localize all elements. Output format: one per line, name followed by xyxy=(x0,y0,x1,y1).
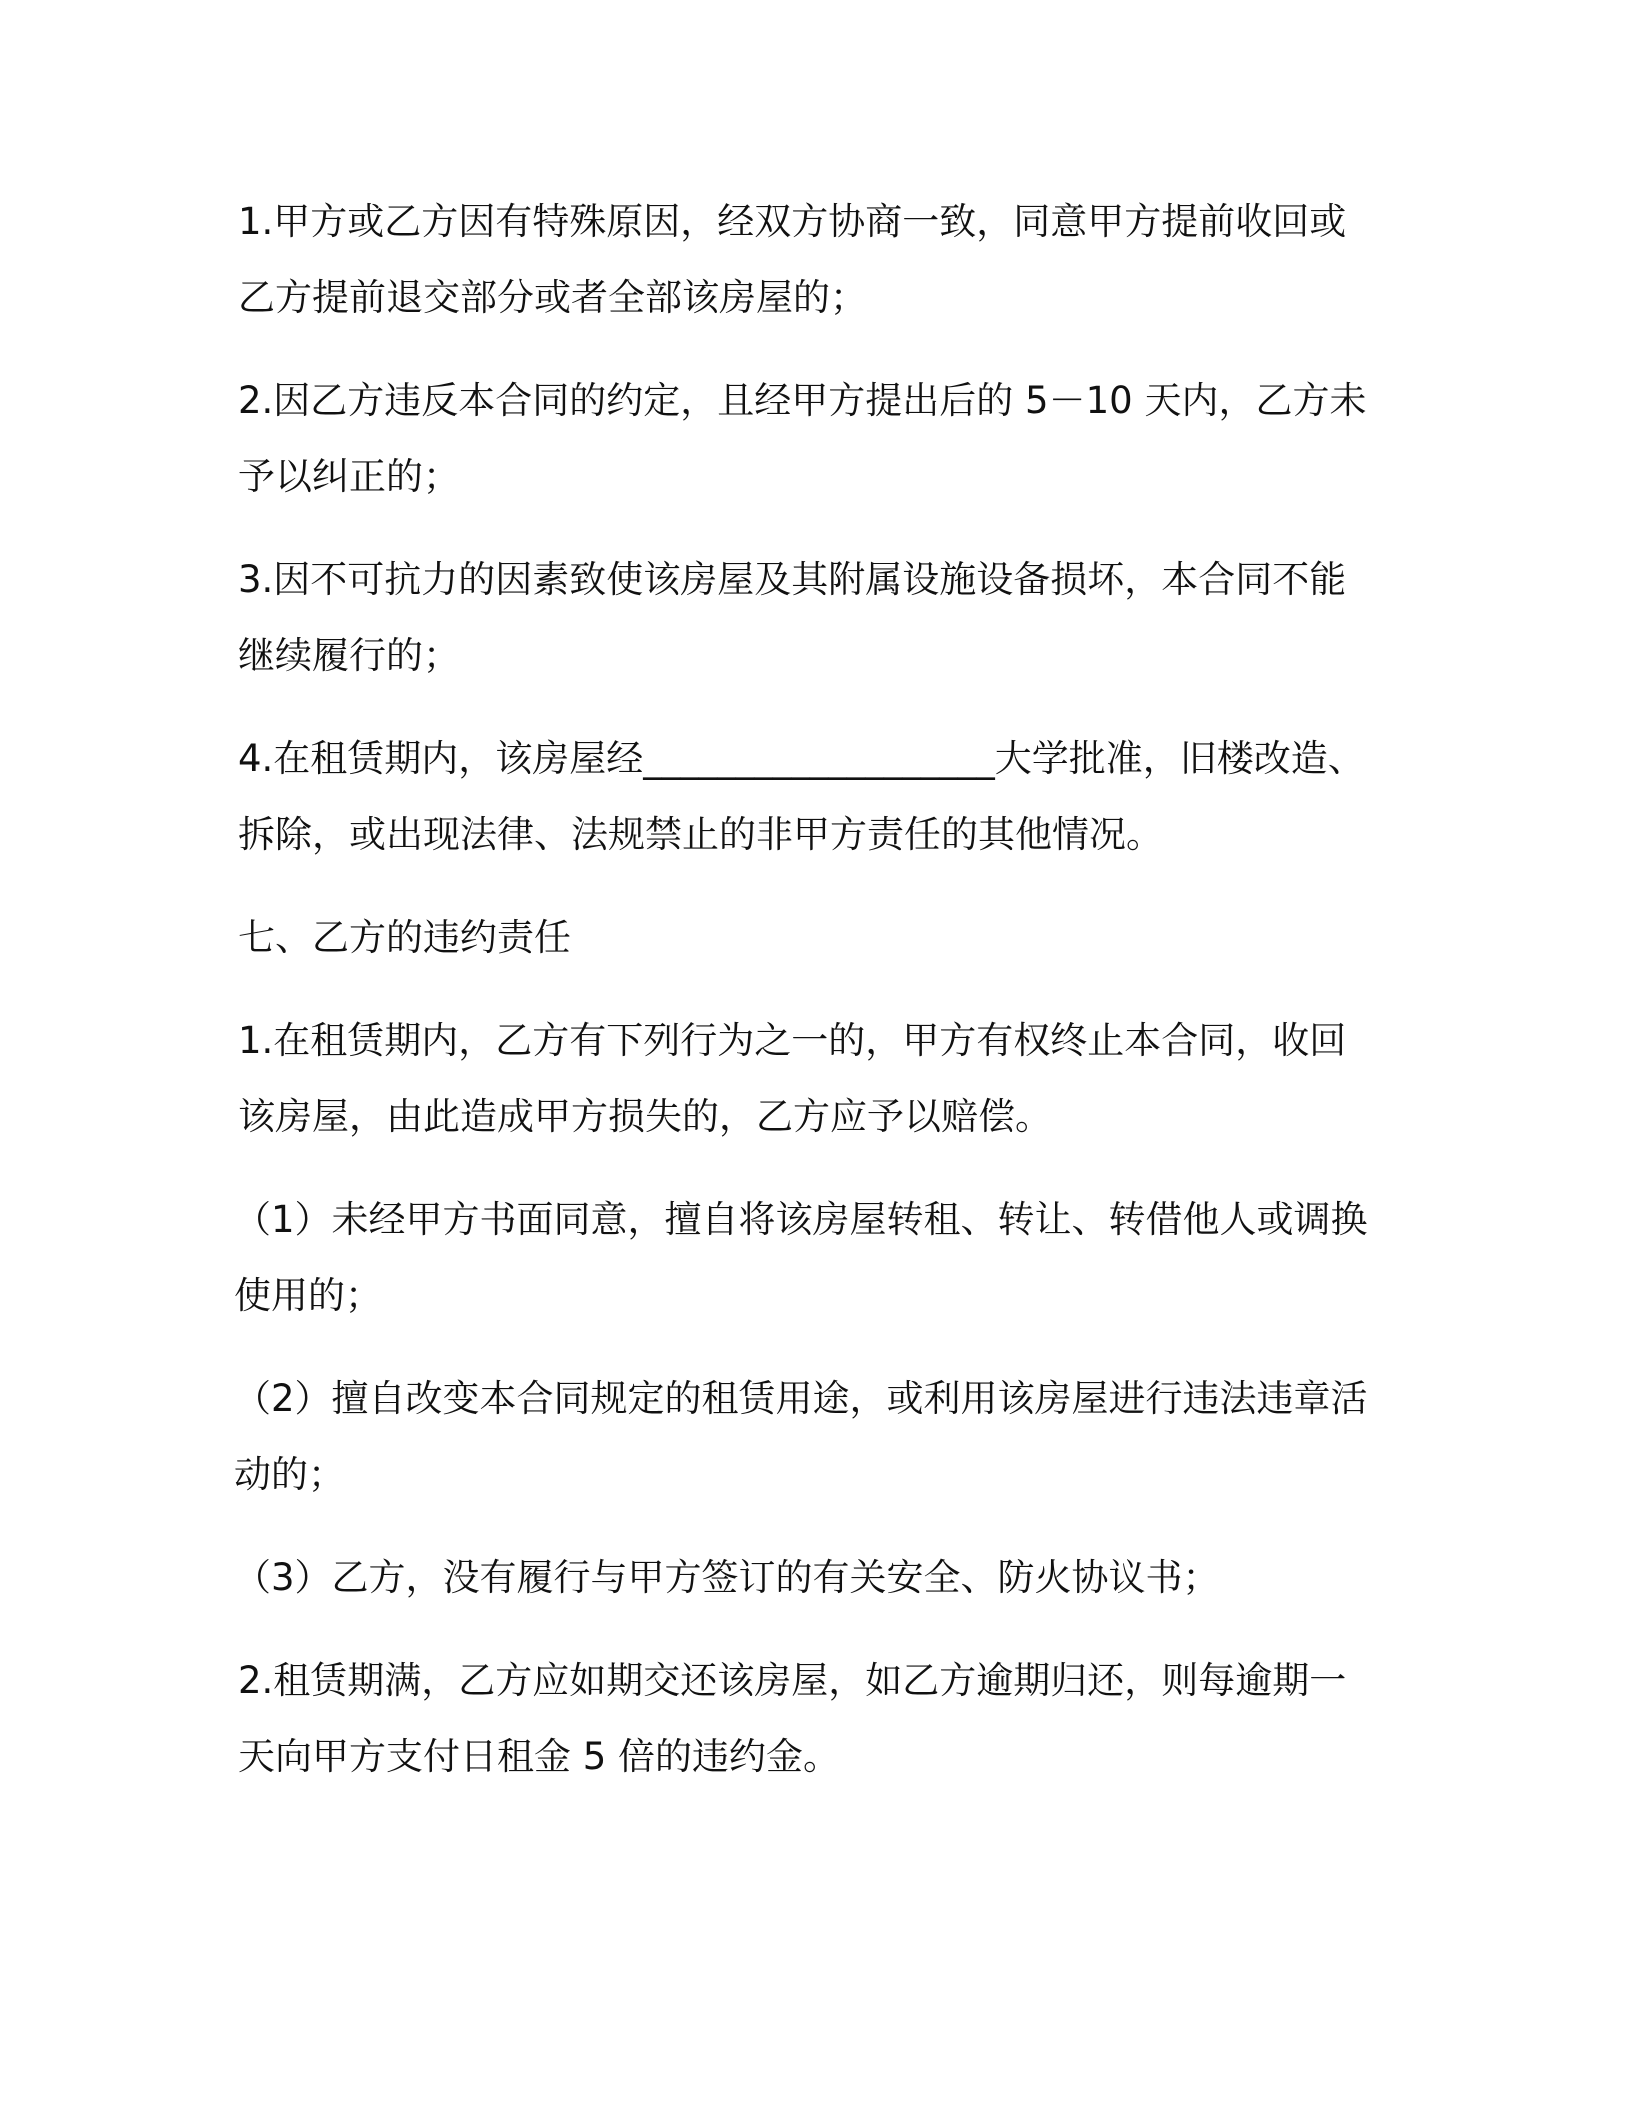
text-line: 天向甲方支付日租金 5 倍的违约金。 xyxy=(238,1735,841,1778)
text-line: 1.在租赁期内，乙方有下列行为之一的，甲方有权终止本合同，收回 xyxy=(238,1019,1347,1062)
text-line: 2.因乙方违反本合同的约定，且经甲方提出后的 5－10 天内，乙方未 xyxy=(238,379,1367,422)
clause-7-1 xyxy=(238,1003,1388,1155)
text-line: 动的； xyxy=(234,1453,345,1496)
text-line: 使用的； xyxy=(234,1274,382,1317)
clause-7-1-2 xyxy=(234,1361,1388,1513)
clause-6-3 xyxy=(238,542,1388,694)
text-line: 该房屋，由此造成甲方损失的，乙方应予以赔偿。 xyxy=(238,1095,1052,1138)
text-line: （3）乙方，没有履行与甲方签订的有关安全、防火协议书； xyxy=(234,1556,1220,1599)
section-7-heading xyxy=(238,900,1388,976)
clause-6-4 xyxy=(238,721,1388,873)
text-line: 4.在租赁期内，该房屋经___________________大学批准，旧楼改造、 xyxy=(238,737,1365,780)
document-body xyxy=(234,184,1388,1822)
text-line: 予以纠正的； xyxy=(238,455,460,498)
text-line: 拆除，或出现法律、法规禁止的非甲方责任的其他情况。 xyxy=(238,813,1163,856)
section-heading-text: 七、乙方的违约责任 xyxy=(238,916,571,959)
text-line: 继续履行的； xyxy=(238,634,460,677)
text-line: 乙方提前退交部分或者全部该房屋的； xyxy=(238,276,867,319)
text-line: 1.甲方或乙方因有特殊原因，经双方协商一致，同意甲方提前收回或 xyxy=(238,200,1347,243)
text-line: 2.租赁期满，乙方应如期交还该房屋，如乙方逾期归还，则每逾期一 xyxy=(238,1659,1347,1702)
text-line: （1）未经甲方书面同意，擅自将该房屋转租、转让、转借他人或调换 xyxy=(234,1198,1368,1241)
clause-6-2 xyxy=(238,363,1388,515)
clause-6-1 xyxy=(238,184,1388,336)
text-line: 3.因不可抗力的因素致使该房屋及其附属设施设备损坏，本合同不能 xyxy=(238,558,1347,601)
clause-7-1-1 xyxy=(234,1182,1388,1334)
clause-7-2 xyxy=(238,1643,1388,1795)
clause-7-1-3 xyxy=(234,1540,1388,1616)
text-line: （2）擅自改变本合同规定的租赁用途，或利用该房屋进行违法违章活 xyxy=(234,1377,1368,1420)
